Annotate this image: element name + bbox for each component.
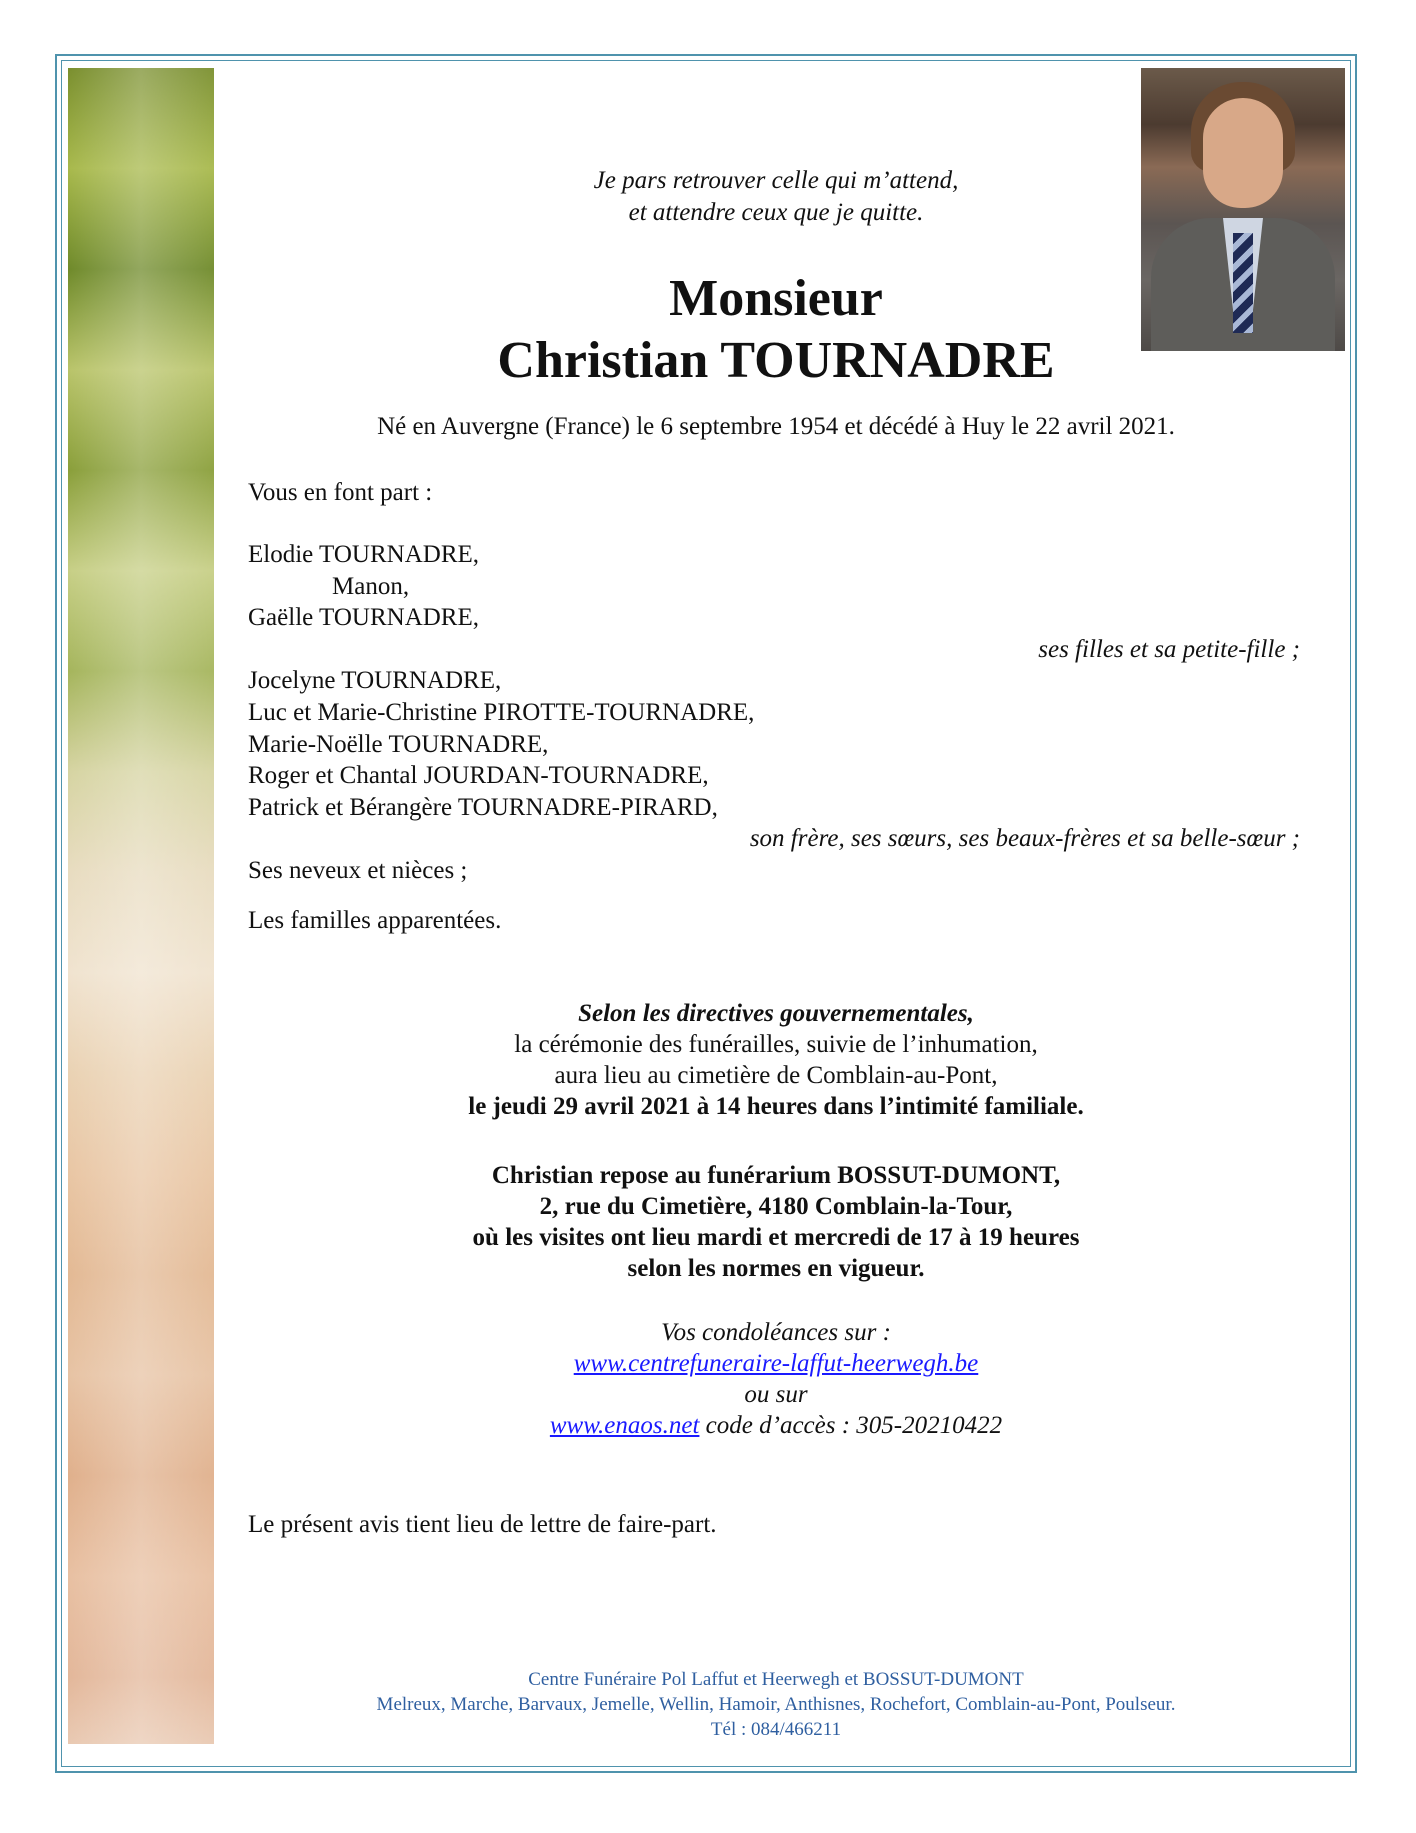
condolences-link-secondary[interactable]: www.enaos.net [549, 1412, 700, 1439]
footer-locations: Melreux, Marche, Barvaux, Jemelle, Wellin, Hamoir, Anthisnes, Rochefort, Comblain-au-Pont, Poulseur. [376, 1694, 1176, 1715]
family-member: Gaëlle TOURNADRE, [248, 604, 479, 631]
visits-line-2: 2, rue du Cimetière, 4180 Comblain-la-Tour, [539, 1193, 1013, 1220]
visits-line-3: où les visites ont lieu mardi et mercredi de 17 à 19 heures [472, 1224, 1080, 1251]
visits-line-1: Christian repose au funérarium BOSSUT-DUMONT, [491, 1162, 1061, 1189]
ceremony-date: le jeudi 29 avril 2021 à 14 heures dans l’intimité familiale. [468, 1093, 1084, 1120]
deceased-name [248, 268, 1304, 392]
condolences-link-primary[interactable]: www.centrefuneraire-laffut-heerwegh.be [573, 1350, 979, 1377]
ceremony-heading: Selon les directives gouvernementales, [578, 1000, 974, 1027]
family-member: Elodie TOURNADRE, [248, 541, 480, 568]
footer-company: Centre Funéraire Pol Laffut et Heerwegh et BOSSUT-DUMONT [528, 1669, 1024, 1690]
condolences-or: ou sur [744, 1381, 808, 1408]
forest-path-image [68, 68, 214, 1744]
visits-line-4: selon les normes en vigueur. [627, 1255, 925, 1282]
birth-death-line: Né en Auvergne (France) le 6 septembre 1954 et décédé à Huy le 22 avril 2021. [377, 413, 1175, 440]
epigraph-line-2: et attendre ceux que je quitte. [628, 199, 924, 226]
family-member: Jocelyne TOURNADRE, [248, 667, 502, 694]
families-line: Les familles apparentées. [248, 907, 502, 934]
nephews-line: Ses neveux et nièces ; [248, 857, 468, 884]
family-member: Patrick et Bérangère TOURNADRE-PIRARD, [248, 794, 718, 821]
intro-line: Vous en font part : [248, 479, 433, 506]
ceremony-block [248, 998, 1304, 1122]
title-fullname: Christian TOURNADRE [497, 332, 1055, 389]
ceremony-line-1: la cérémonie des funérailles, suivie de l’inhumation, [514, 1031, 1038, 1058]
footer-phone: Tél : 084/466211 [710, 1719, 842, 1740]
title-honorific: Monsieur [669, 270, 883, 327]
funeral-home-footer [248, 1667, 1304, 1742]
relation-daughters: ses filles et sa petite-fille ; [1038, 636, 1300, 663]
family-member: Manon, [332, 573, 410, 600]
relation-siblings: son frère, ses sœurs, ses beaux-frères et sa belle-sœur ; [749, 825, 1300, 852]
access-code: code d’accès : 305-20210422 [699, 1412, 1003, 1439]
family-member: Marie-Noëlle TOURNADRE, [248, 731, 549, 758]
condolences-block [248, 1317, 1304, 1441]
notice-line: Le présent avis tient lieu de lettre de faire-part. [248, 1511, 717, 1538]
visits-block [248, 1160, 1304, 1284]
family-member: Luc et Marie-Christine PIROTTE-TOURNADRE, [248, 699, 755, 726]
ceremony-line-2: aura lieu au cimetière de Comblain-au-Pont, [554, 1062, 998, 1089]
family-member: Roger et Chantal JOURDAN-TOURNADRE, [248, 762, 709, 789]
epigraph [248, 165, 1304, 229]
condolences-label: Vos condoléances sur : [661, 1319, 891, 1346]
epigraph-line-1: Je pars retrouver celle qui m’attend, [593, 167, 959, 194]
